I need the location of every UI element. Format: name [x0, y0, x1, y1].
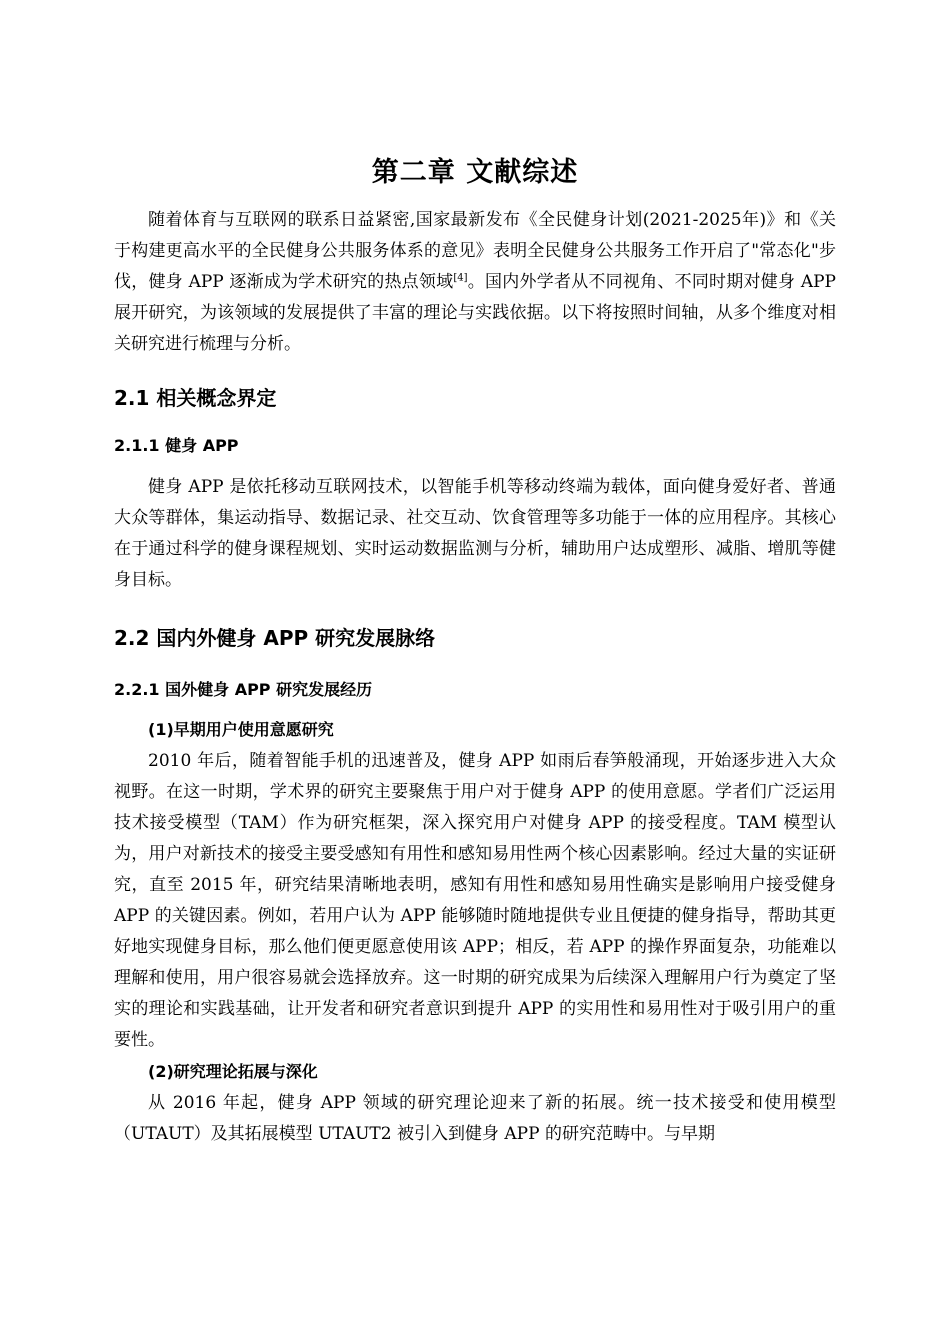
part-2-body: 从 2016 年起，健身 APP 领域的研究理论迎来了新的拓展。统一技术接受和使用模型（UTAUT）及其拓展模型 UTAUT2 被引入到健身 APP 的研究范畴中。与早期: [114, 1093, 836, 1144]
part-1-heading: (1)早期用户使用意愿研究: [148, 720, 334, 739]
section-2-2-heading: 2.2 国内外健身 APP 研究发展脉络: [114, 626, 436, 650]
intro-paragraph: [114, 205, 836, 360]
document-page: [114, 150, 836, 1150]
section-2-2-1-heading: 2.2.1 国外健身 APP 研究发展经历: [114, 680, 373, 699]
citation-marker: [4]: [453, 272, 468, 284]
intro-text-b: 。国内外学者从不同视角、不同时期对健身 APP 展开研究，为该领域的发展提供了丰富的理论与实践依据。以下将按照时间轴，从多个维度对相关研究进行梳理与分析。: [114, 272, 837, 354]
section-2-1-1-body: 健身 APP 是依托移动互联网技术，以智能手机等移动终端为载体，面向健身爱好者、普通大众等群体，集运动指导、数据记录、社交互动、饮食管理等多功能于一体的应用程序。其核心在于通过科学的健身课程规划、实时运动数据监测与分析，辅助用户达成塑形、减脂、增肌等健身目标。: [114, 477, 836, 590]
intro-text-a: 随着体育与互联网的联系日益紧密,国家最新发布《全民健身计划(2021-2025年)》和《关于构建更高水平的全民健身公共服务体系的意见》表明全民健身公共服务工作开启了"常态化"步伐，健身 APP 逐渐成为学术研究的热点领域: [114, 210, 836, 292]
part-1-body: 2010 年后，随着智能手机的迅速普及，健身 APP 如雨后春笋般涌现，开始逐步进入大众视野。在这一时期，学术界的研究主要聚焦于用户对于健身 APP 的使用意愿。学者们广泛运用技术接受模型（TAM）作为研究框架，深入探究用户对健身 APP 的接受程度。TAM 模型认为，用户对新技术的接受主要受感知有用性和感知易用性两个核心因素影响。经过大量的实证研究，直至 2015 年，研究结果清晰地表明，感知有用性和感知易用性确实是影响用户接受健身 APP 的关键因素。例如，若用户认为 APP 能够随时随地提供专业且便捷的健身指导，帮助其更好地实现健身目标，那么他们便更愿意使用该 APP；相反，若 APP 的操作界面复杂，功能难以理解和使用，用户很容易就会选择放弃。这一时期的研究成果为后续深入理解用户行为奠定了坚实的理论和实践基础，让开发者和研究者意识到提升 APP 的实用性和易用性对于吸引用户的重要性。: [114, 751, 836, 1050]
section-2-1-heading: 2.1 相关概念界定: [114, 386, 277, 410]
chapter-title: 第二章 文献综述: [371, 157, 579, 188]
section-2-1-1-heading: 2.1.1 健身 APP: [114, 436, 239, 455]
part-2-heading: (2)研究理论拓展与深化: [148, 1062, 318, 1081]
